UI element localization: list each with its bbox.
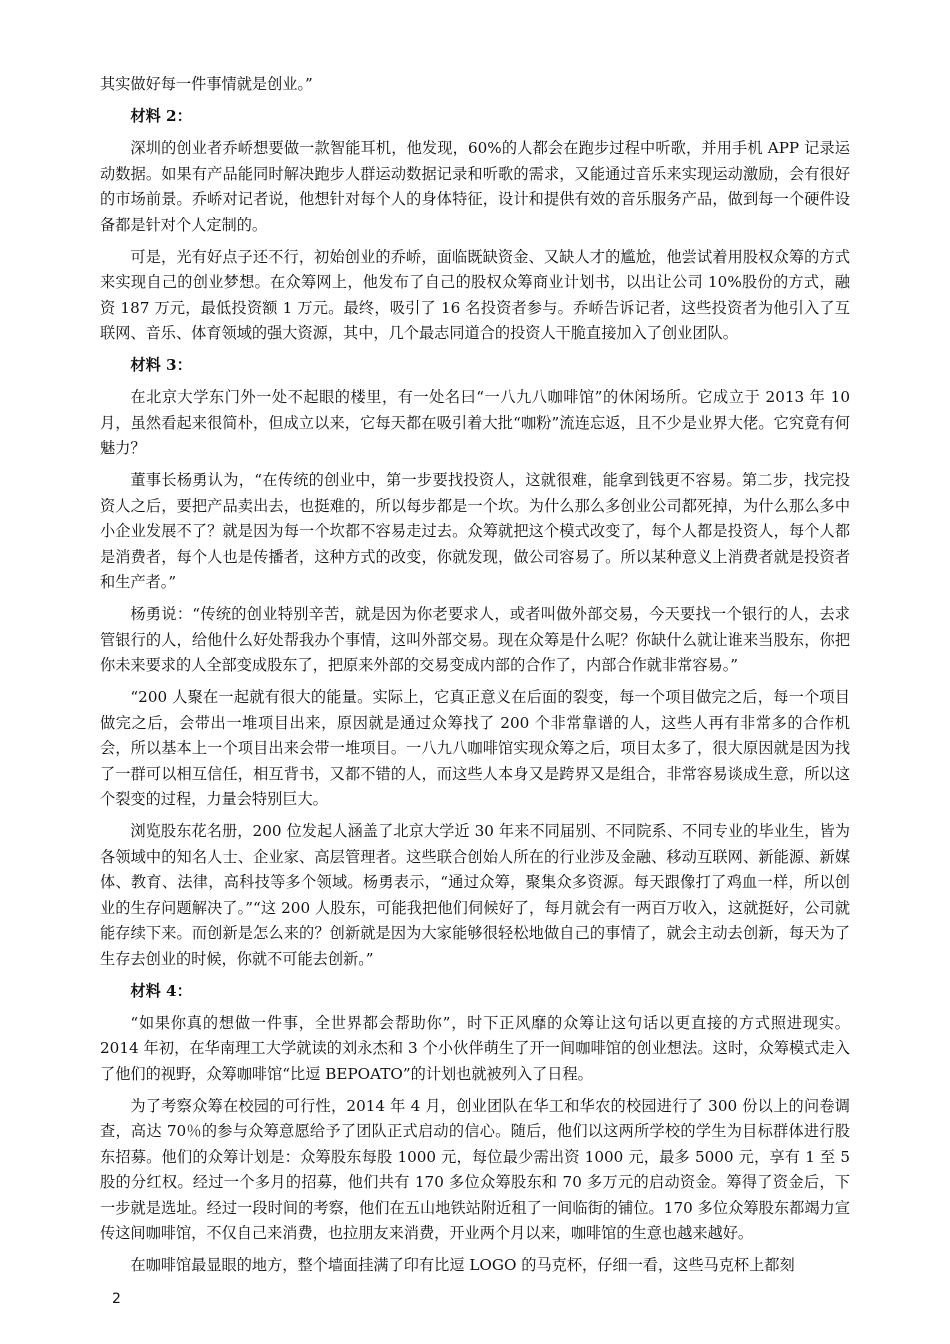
continuation-text: 其实做好每一件事情就是创业。” [100, 75, 313, 93]
paragraph: 可是，光有好点子还不行，初始创业的乔峤，面临既缺资金、又缺人才的尴尬，他尝试着用股权众筹的方式来实现自己的创业梦想。在众筹网上，他发布了自己的股权众筹商业计划书，以出让公司 10%股份的方式，融资 187 万元，最低投资额 1 万元。最终，吸引了 16 名投资者参与。乔峤告诉记者，这些投资者为他引入了互联网、音乐、体育领域的强大资源，其中，几个最志同道合的投资人干脆直接加入了创业团队。 [100, 247, 850, 342]
paragraph: 杨勇说：“传统的创业特别辛苦，就是因为你老要求人，或者叫做外部交易，今天要找一个银行的人，去求管银行的人，给他什么好处帮我办个事情，这叫外部交易。现在众筹是什么呢？你缺什么就让谁来当股东，你把你未来要求的人全部变成股东了，把原来外部的交易变成内部的合作了，内部合作就非常容易。” [100, 605, 850, 674]
paragraph: 在北京大学东门外一处不起眼的楼里，有一处名曰“一八九八咖啡馆”的休闲场所。它成立于 2013 年 10 月，虽然看起来很简朴，但成立以来，它每天都在吸引着大批“咖粉”流连忘返，且不少是业界大佬。它究竟有何魅力？ [100, 388, 850, 457]
paragraph: “200 人聚在一起就有很大的能量。实际上，它真正意义在后面的裂变，每一个项目做完之后，每一个项目做完之后，会带出一堆项目出来，原因就是通过众筹找了 200 个非常靠谱的人，这些人再有非常多的合作机会，所以基本上一个项目出来会带一堆项目。一八九八咖啡馆实现众筹之后，项目太多了，很大原因就是因为找了一群可以相互信任，相互背书，又都不错的人，而这些人本身又是跨界又是组合，非常容易谈成生意，所以这个裂变的过程，力量会特别巨大。 [100, 688, 850, 808]
page-number: 2 [112, 1291, 121, 1307]
section-heading-material-3: 材料 3： [130, 356, 192, 374]
paragraph: 深圳的创业者乔峤想要做一款智能耳机，他发现，60%的人都会在跑步过程中听歌，并用手机 APP 记录运动数据。如果有产品能同时解决跑步人群运动数据记录和听歌的需求，又能通过音乐来实现运动激励，会有很好的市场前景。乔峤对记者说，他想针对每个人的身体特征，设计和提供有效的音乐服务产品，做到每一个硬件设备都是针对个人定制的。 [100, 139, 850, 234]
document-body [100, 72, 850, 1285]
section-heading-material-2: 材料 2： [130, 107, 192, 125]
paragraph: 董事长杨勇认为，“在传统的创业中，第一步要找投资人，这就很难，能拿到钱更不容易。第二步，找完投资人之后，要把产品卖出去，也挺难的，所以每步都是一个坎。为什么那么多创业公司都死掉，为什么那么多中小企业发展不了？就是因为每一个坎都不容易走过去。众筹就把这个模式改变了，每个人都是投资人，每个人都是消费者，每个人也是传播者，这种方式的改变，你就发现，做公司容易了。所以某种意义上消费者就是投资者和生产者。” [100, 471, 850, 591]
section-heading-material-4: 材料 4： [130, 981, 192, 1000]
paragraph: 浏览股东花名册，200 位发起人涵盖了北京大学近 30 年来不同届别、不同院系、不同专业的毕业生，皆为各领域中的知名人士、企业家、高层管理者。这些联合创始人所在的行业涉及金融、移动互联网、新能源、新媒体、教育、法律，高科技等多个领域。杨勇表示，“通过众筹，聚集众多资源。每天跟像打了鸡血一样，所以创业的生存问题解决了。”“这 200 人股东，可能我把他们伺候好了，每月就会有一两百万收入，这就挺好，公司就能存续下来。而创新是怎么来的？创新就是因为大家能够很轻松地做自己的事情了，就会主动去创新，每天为了生存去创业的时候，你就不可能去创新。” [100, 822, 850, 968]
paragraph: 在咖啡馆最显眼的地方，整个墙面挂满了印有比逗 LOGO 的马克杯，仔细一看，这些马克杯上都刻 [130, 1256, 795, 1274]
paragraph: “如果你真的想做一件事，全世界都会帮助你”，时下正风靡的众筹让这句话以更直接的方式照进现实。2014 年初，在华南理工大学就读的刘永杰和 3 个小伙伴萌生了开一间咖啡馆的创业想法。这时，众筹模式走入了他们的视野，众筹咖啡馆“比逗 BEPOATO”的计划也就被列入了日程。 [100, 1013, 850, 1083]
paragraph: 为了考察众筹在校园的可行性，2014 年 4 月，创业团队在华工和华农的校园进行了 300 份以上的问卷调查，高达 70％的参与众筹意愿给予了团队正式启动的信心。随后，他们以这两所学校的学生为目标群体进行股东招募。他们的众筹计划是：众筹股东每股 1000 元，每位最少需出资 1000 元，最多 5000 元，享有 1 至 5 股的分红权。经过一个多月的招募，他们共有 170 多位众筹股东和 70 多万元的启动资金。筹得了资金后，下一步就是选址。经过一段时间的考察，他们在五山地铁站附近租了一间临街的铺位。170 多位众筹股东都竭力宣传这间咖啡馆，不仅自己来消费，也拉朋友来消费，开业两个月以来，咖啡馆的生意也越来越好。 [100, 1096, 850, 1242]
